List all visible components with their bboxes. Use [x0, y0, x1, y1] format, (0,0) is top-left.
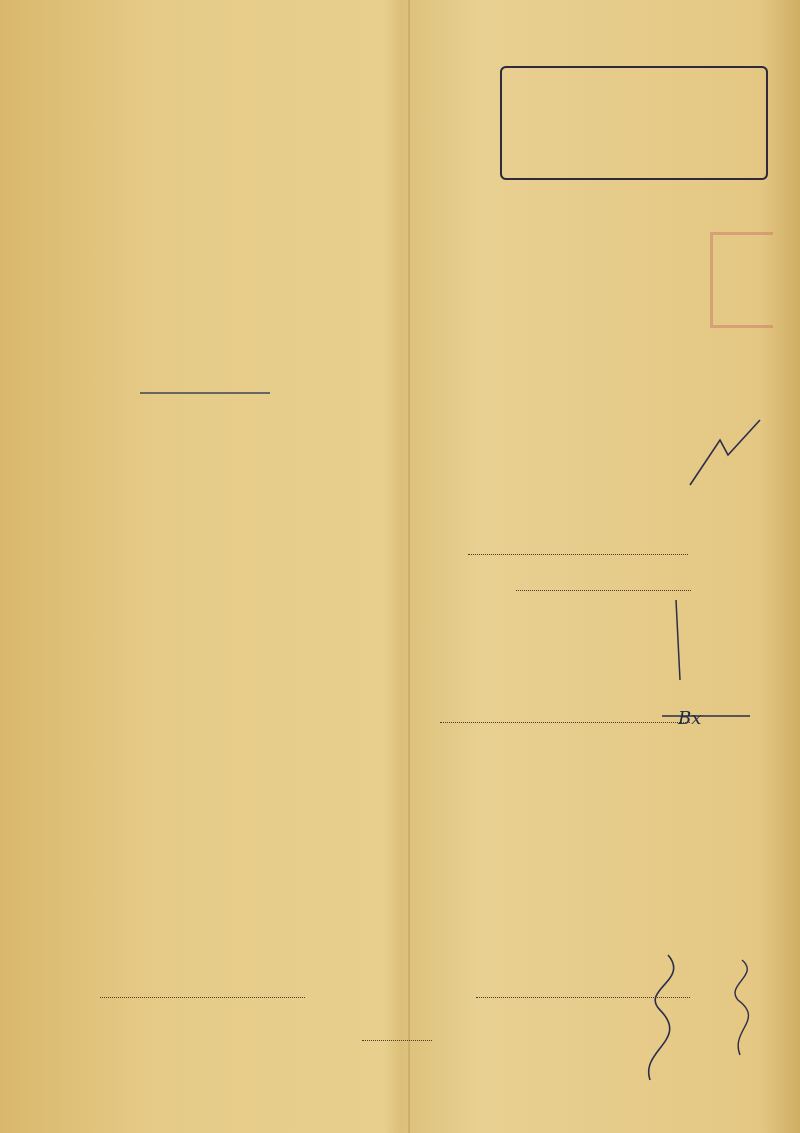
prijem-hand-mark: Bx	[678, 708, 702, 729]
check-mark-1	[649, 955, 674, 1080]
check-mark-2	[735, 960, 748, 1055]
hand-tick	[690, 420, 760, 485]
vertical-stroke	[676, 600, 680, 680]
